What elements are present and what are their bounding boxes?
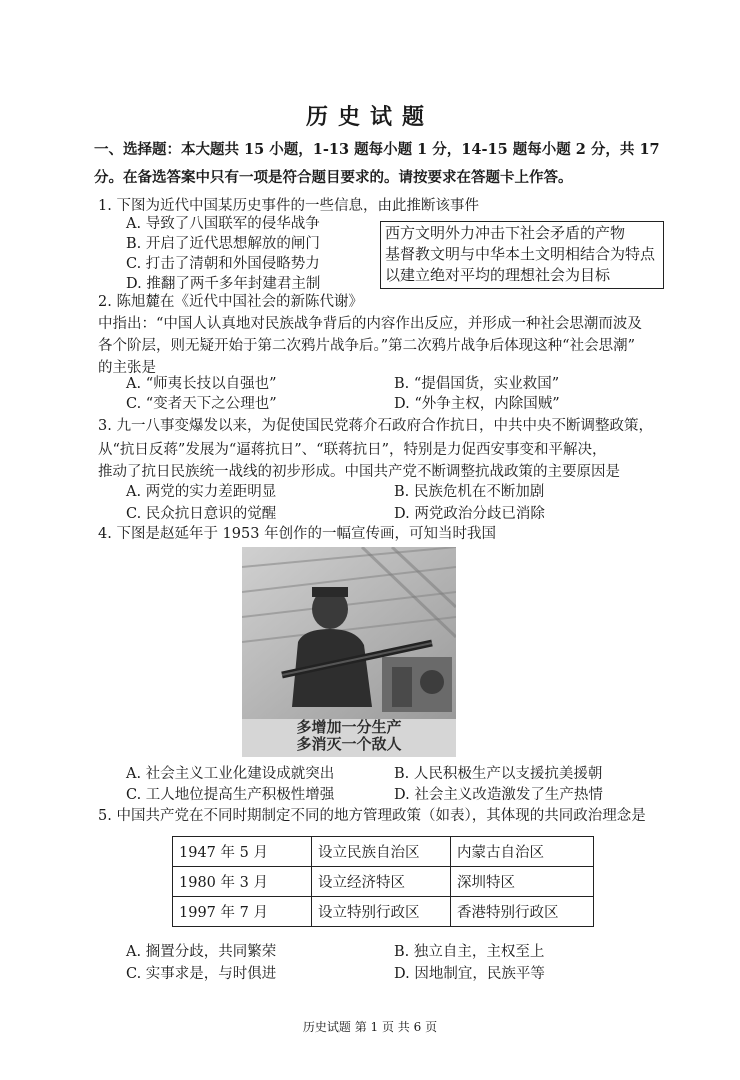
question-1-option-b: B. 开启了近代思想解放的闸门 <box>126 236 320 252</box>
question-3-stem-line-1: 3. 九一八事变爆发以来，为促使国民党蒋介石政府合作抗日，中共中央不断调整政策， <box>98 418 653 434</box>
question-2-option-c: C. “变者天下之公理也” <box>126 396 277 412</box>
question-3-stem-line-3: 推动了抗日民族统一战线的初步形成。中国共产党不断调整抗战政策的主要原因是 <box>98 464 620 480</box>
question-3-option-d: D. 两党政治分歧已消除 <box>394 506 545 522</box>
table-cell: 香港特别行政区 <box>451 897 594 927</box>
table-row <box>173 867 594 897</box>
table-cell: 1980 年 3 月 <box>173 867 312 897</box>
poster-caption-line-2: 多消灭一个敌人 <box>296 735 402 753</box>
question-2-stem-line-2: 中指出：“中国人认真地对民族战争背后的内容作出反应，并形成一种社会思潮而波及 <box>98 316 642 332</box>
question-1-stem: 1. 下图为近代中国某历史事件的一些信息，由此推断该事件 <box>98 198 479 214</box>
poster-caption-line-1: 多增加一分生产 <box>296 718 402 736</box>
question-4-stem: 4. 下图是赵延年于 1953 年创作的一幅宣传画，可知当时我国 <box>98 526 497 542</box>
question-5-option-a: A. 搁置分歧，共同繁荣 <box>126 944 277 960</box>
question-5-option-b: B. 独立自主，主权至上 <box>394 944 545 960</box>
page-footer: 历史试题 第 1 页 共 6 页 <box>302 1020 438 1034</box>
question-2-stem-line-1: 2. 陈旭麓在《近代中国社会的新陈代谢》 <box>98 294 363 310</box>
question-5-stem: 5. 中国共产党在不同时期制定不同的地方管理政策（如表），其体现的共同政治理念是 <box>98 808 646 824</box>
info-box-line: 基督教文明与中华本土文明相结合为特点 <box>385 245 656 263</box>
question-2-option-b: B. “提倡国货，实业救国” <box>394 376 560 392</box>
question-4-option-b: B. 人民积极生产以支援抗美援朝 <box>394 766 603 782</box>
table-row <box>173 837 594 867</box>
question-1-option-c: C. 打击了清朝和外国侵略势力 <box>126 256 320 272</box>
poster-illustration <box>242 547 456 719</box>
question-1-option-a: A. 导致了八国联军的侵华战争 <box>126 216 320 232</box>
question-4-option-c: C. 工人地位提高生产积极性增强 <box>126 787 335 803</box>
table-cell: 内蒙古自治区 <box>451 837 594 867</box>
question-1-info-box <box>380 221 664 289</box>
table-row <box>173 897 594 927</box>
question-5-option-c: C. 实事求是，与时俱进 <box>126 966 277 982</box>
table-cell: 设立特别行政区 <box>312 897 451 927</box>
question-3-option-c: C. 民众抗日意识的觉醒 <box>126 506 277 522</box>
table-cell: 1997 年 7 月 <box>173 897 312 927</box>
question-2-option-a: A. “师夷长技以自强也” <box>126 376 277 392</box>
info-box-line: 西方文明外力冲击下社会矛盾的产物 <box>385 224 626 242</box>
question-4-option-d: D. 社会主义改造激发了生产热情 <box>394 787 603 803</box>
question-3-option-b: B. 民族危机在不断加剧 <box>394 484 545 500</box>
table-cell: 设立民族自治区 <box>312 837 451 867</box>
section-instruction-line-1: 一、选择题：本大题共 15 小题，1-13 题每小题 1 分，14-15 题每小题 2 分，共 17 <box>94 141 660 158</box>
table-cell: 1947 年 5 月 <box>173 837 312 867</box>
question-2-stem-line-4: 的主张是 <box>98 360 156 376</box>
page-title: 历史试题 <box>305 104 434 130</box>
table-cell: 设立经济特区 <box>312 867 451 897</box>
section-instruction-line-2: 分。在备选答案中只有一项是符合题目要求的。请按要求在答题卡上作答。 <box>94 169 573 186</box>
table-cell: 深圳特区 <box>451 867 594 897</box>
policy-table <box>172 836 594 927</box>
info-box-line: 以建立绝对平均的理想社会为目标 <box>385 266 611 284</box>
question-3-option-a: A. 两党的实力差距明显 <box>126 484 277 500</box>
propaganda-poster-image <box>242 547 456 757</box>
question-3-stem-line-2: 从“抗日反蒋”发展为“逼蒋抗日”、“联蒋抗日”，特别是力促西安事变和平解决， <box>98 442 607 458</box>
question-5-option-d: D. 因地制宜，民族平等 <box>394 966 545 982</box>
question-2-stem-line-3: 各个阶层，则无疑开始于第二次鸦片战争后。”第二次鸦片战争后体现这种“社会思潮” <box>98 338 635 354</box>
question-1-option-d: D. 推翻了两千多年封建君主制 <box>126 276 321 292</box>
question-4-option-a: A. 社会主义工业化建设成就突出 <box>126 766 335 782</box>
poster-caption <box>242 719 456 757</box>
question-2-option-d: D. “外争主权，内除国贼” <box>394 396 560 412</box>
